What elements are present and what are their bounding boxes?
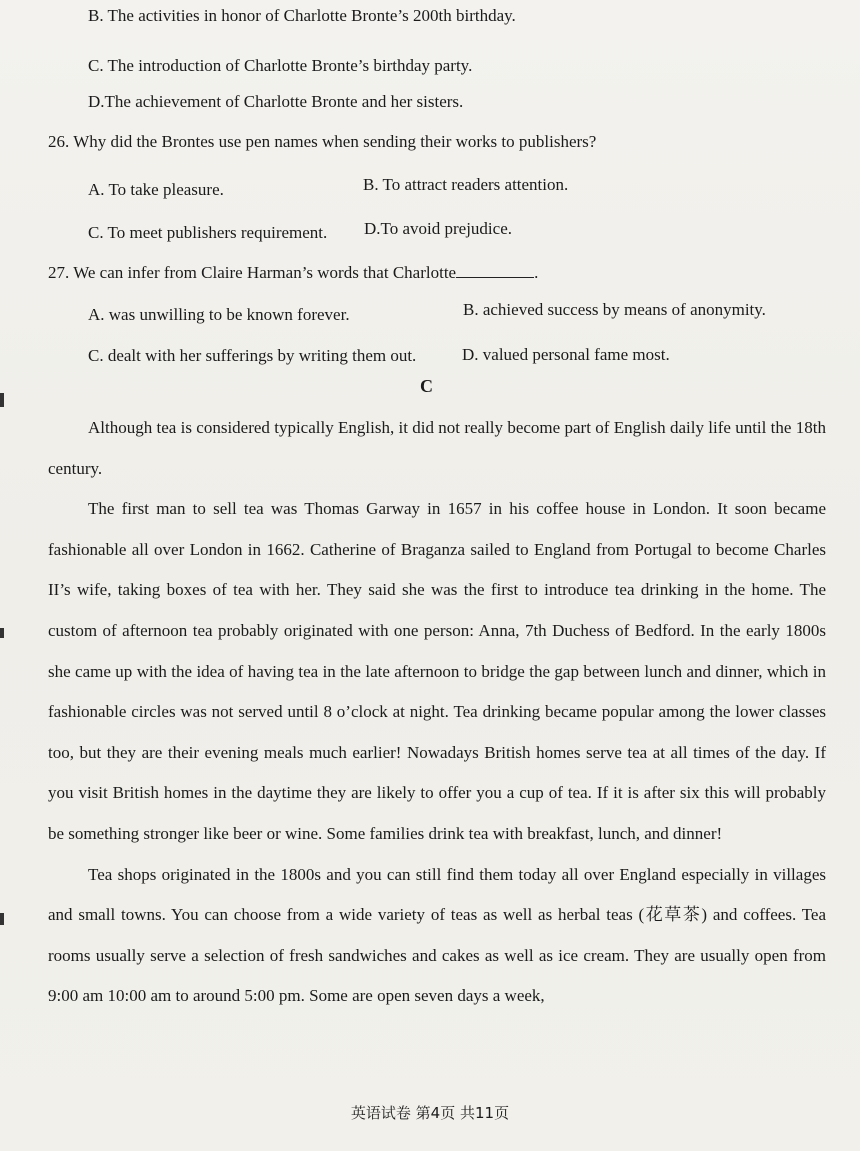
page-footer: 英语试卷 第4页 共11页 (350, 1104, 510, 1122)
q27-stem (48, 261, 538, 284)
q26-option-b: B. To attract readers attention. (363, 175, 569, 194)
q26-stem: 26. Why did the Brontes use pen names when sending their works to publishers? (48, 132, 597, 151)
q27-option-a: A. was unwilling to be known forever. (88, 305, 350, 324)
q26-option-d: D.To avoid prejudice. (364, 219, 512, 238)
q25-option-d: D.The achievement of Charlotte Bronte and her sisters. (88, 92, 464, 111)
passage-body (48, 408, 826, 1017)
passage-paragraph-1: Although tea is considered typically English, it did not really become part of English daily life until the 18th century. (48, 418, 826, 478)
q25-option-b: B. The activities in honor of Charlotte Bronte’s 200th birthday. (88, 6, 516, 25)
q27-option-b: B. achieved success by means of anonymity. (463, 300, 766, 319)
q27-answer-blank (456, 261, 534, 278)
q26-option-a: A. To take pleasure. (88, 180, 224, 199)
q27-stem-text: 27. We can infer from Claire Harman’s words that Charlotte (48, 263, 457, 282)
binding-mark (0, 393, 4, 407)
passage-paragraph-2: The first man to sell tea was Thomas Garway in 1657 in his coffee house in London. It soon became fashionable all over London in 1662. Catherine of Braganza sailed to England from Portugal to become Charles II’s wife, taking boxes of tea with her. They said she was the first to introduce tea drinking in the home. The custom of afternoon tea probably originated with one person: Anna, 7th Duchess of Bedford. In the early 1800s she came up with the idea of having tea in the late afternoon to bridge the gap between lunch and dinner, which in fashionable circles was not served until 8 o’clock at night. Tea drinking became popular among the lower classes too, but they are their evening meals much earlier! Nowadays British homes serve tea at all times of the day. If you visit British homes in the daytime they are likely to offer you a cup of tea. If it is after six this will probably be something stronger like beer or wine. Some families drink tea with breakfast, lunch, and dinner! (48, 499, 826, 843)
q27-option-c: C. dealt with her sufferings by writing them out. (88, 346, 417, 365)
passage-paragraph-3: Tea shops originated in the 1800s and you can still find them today all over England especially in villages and small towns. You can choose from a wide variety of teas as well as herbal teas (花草茶) and coffees. Tea rooms usually serve a selection of fresh sandwiches and cakes as well as ice cream. They are usually open from 9:00 am 10:00 am to around 5:00 pm. Some are open seven days a week, (48, 864, 826, 1006)
binding-mark (0, 913, 4, 925)
section-heading: C (420, 376, 433, 396)
q27-option-d: D. valued personal fame most. (462, 345, 670, 364)
q27-stem-end: . (534, 263, 539, 282)
q25-option-c: C. The introduction of Charlotte Bronte’s birthday party. (88, 56, 473, 75)
q26-option-c: C. To meet publishers requirement. (88, 223, 328, 242)
binding-mark (0, 628, 4, 638)
